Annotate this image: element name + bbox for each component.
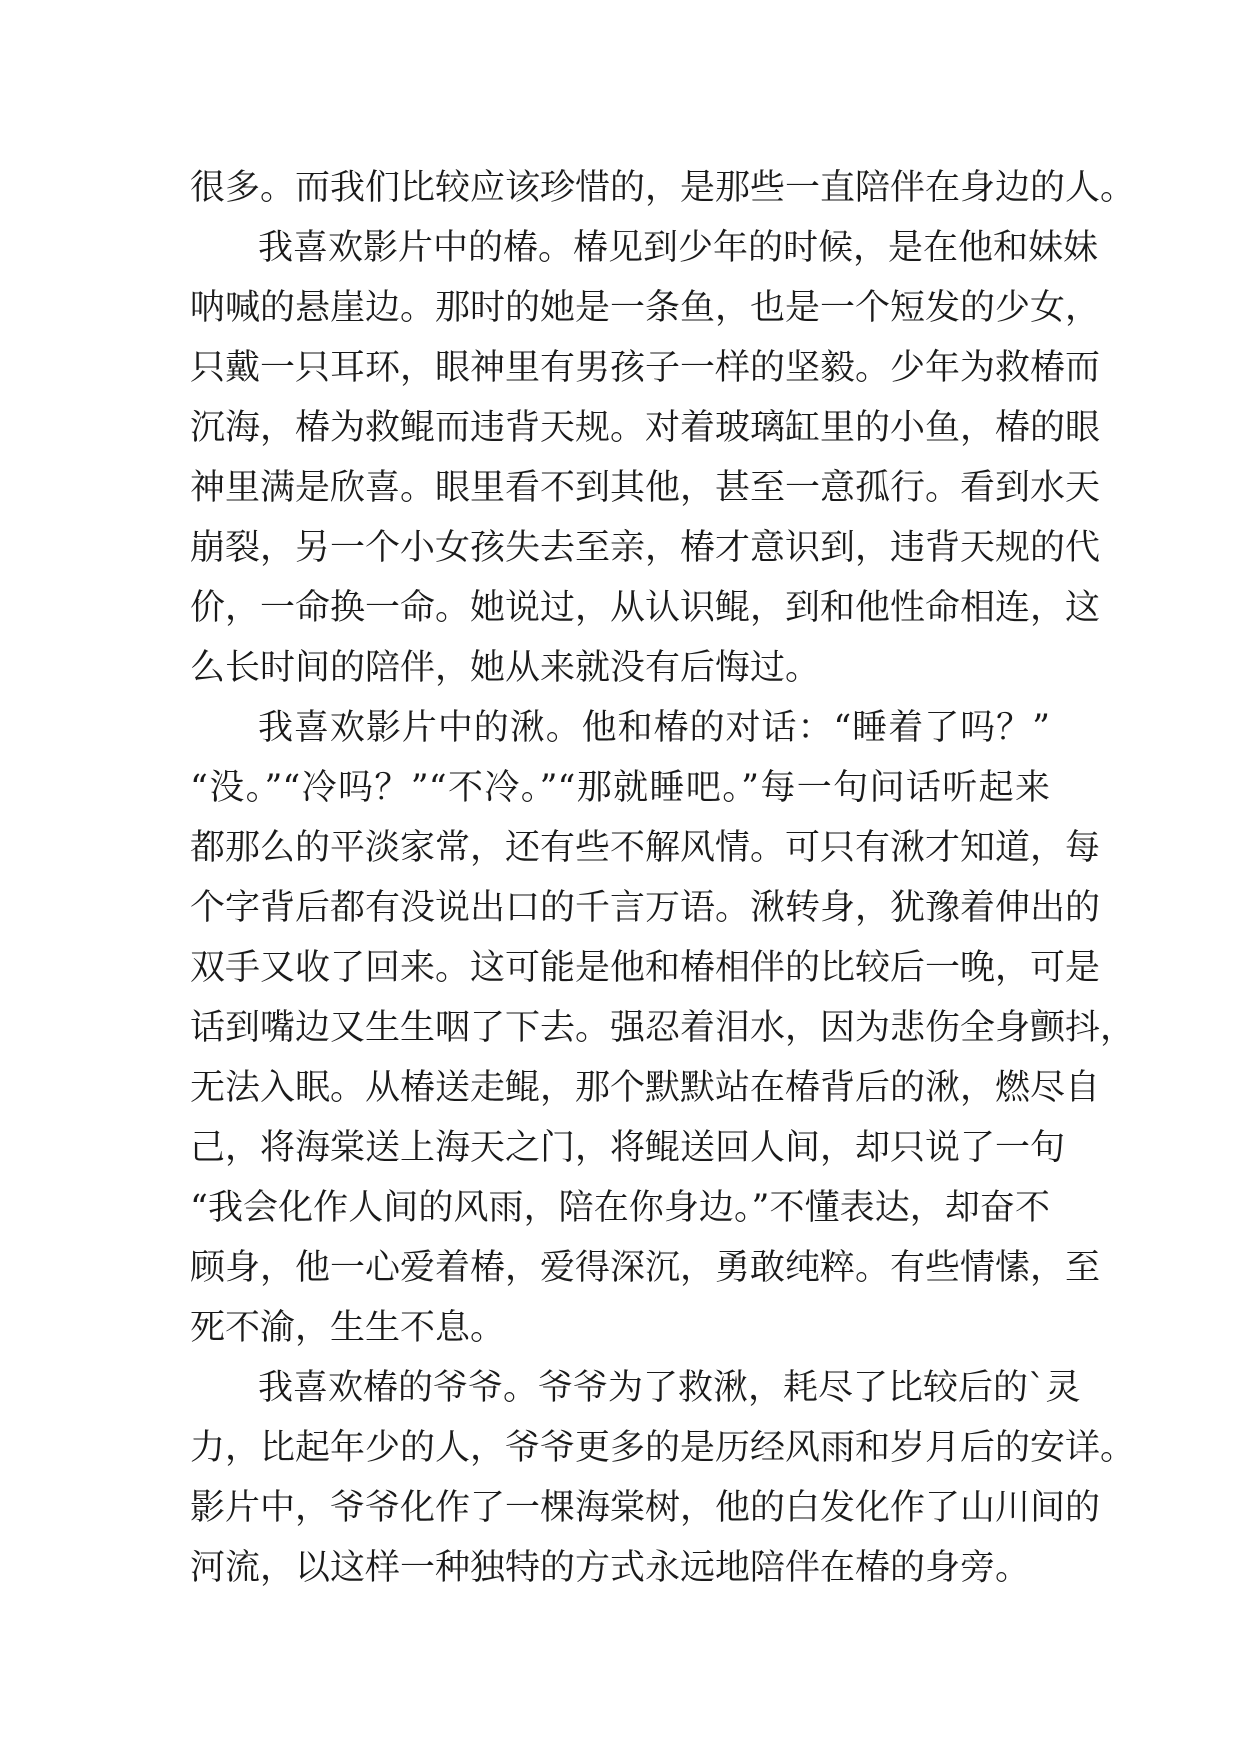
- text-line: 己，将海棠送上海天之门，将鲲送回人间，却只说了一句: [190, 1128, 1066, 1168]
- text-line: 个字背后都有没说出口的千言万语。湫转身，犹豫着伸出的: [190, 888, 1101, 928]
- text-line: 崩裂，另一个小女孩失去至亲，椿才意识到，违背天规的代: [190, 528, 1101, 568]
- text-line: 么长时间的陪伴，她从来就没有后悔过。: [190, 648, 821, 688]
- text-line: 死不渝，生生不息。: [190, 1308, 506, 1348]
- text-line: 都那么的平淡家常，还有些不解风情。可只有湫才知道，每: [190, 828, 1101, 868]
- text-line: “我会化作人间的风雨，陪在你身边。”不懂表达，却奋不: [190, 1188, 1050, 1228]
- text-line: 河流，以这样一种独特的方式永远地陪伴在椿的身旁。: [190, 1548, 1031, 1588]
- text-line: 只戴一只耳环，眼神里有男孩子一样的坚毅。少年为救椿而: [190, 348, 1101, 388]
- text-line: 话到嘴边又生生咽了下去。强忍着泪水，因为悲伤全身颤抖，: [190, 1008, 1136, 1048]
- text-line: 顾身，他一心爱着椿，爱得深沉，勇敢纯粹。有些情愫，至: [190, 1248, 1101, 1288]
- text-line: 力，比起年少的人，爷爷更多的是历经风雨和岁月后的安详。: [190, 1428, 1136, 1468]
- text-line: 神里满是欣喜。眼里看不到其他，甚至一意孤行。看到水天: [190, 468, 1101, 508]
- text-line: 很多。而我们比较应该珍惜的，是那些一直陪伴在身边的人。: [190, 168, 1136, 208]
- text-line: 价，一命换一命。她说过，从认识鲲，到和他性命相连，这: [190, 588, 1101, 628]
- text-line: 沉海，椿为救鲲而违背天规。对着玻璃缸里的小鱼，椿的眼: [190, 408, 1101, 448]
- text-line: 我喜欢椿的爷爷。爷爷为了救湫，耗尽了比较后的`灵: [258, 1368, 1081, 1408]
- text-line: 我喜欢影片中的椿。椿见到少年的时候，是在他和妹妹: [258, 228, 1099, 268]
- document-body: [190, 158, 1136, 1598]
- text-line: 我喜欢影片中的湫。他和椿的对话：“睡着了吗？”: [258, 708, 1050, 748]
- text-line: 呐喊的悬崖边。那时的她是一条鱼，也是一个短发的少女，: [190, 288, 1101, 328]
- text-line: 影片中，爷爷化作了一棵海棠树，他的白发化作了山川间的: [190, 1488, 1101, 1528]
- text-line: 双手又收了回来。这可能是他和椿相伴的比较后一晚，可是: [190, 948, 1101, 988]
- text-line: 无法入眠。从椿送走鲲，那个默默站在椿背后的湫，燃尽自: [190, 1068, 1101, 1108]
- text-line: “没。”“冷吗？”“不冷。”“那就睡吧。”每一句问话听起来: [190, 768, 1050, 808]
